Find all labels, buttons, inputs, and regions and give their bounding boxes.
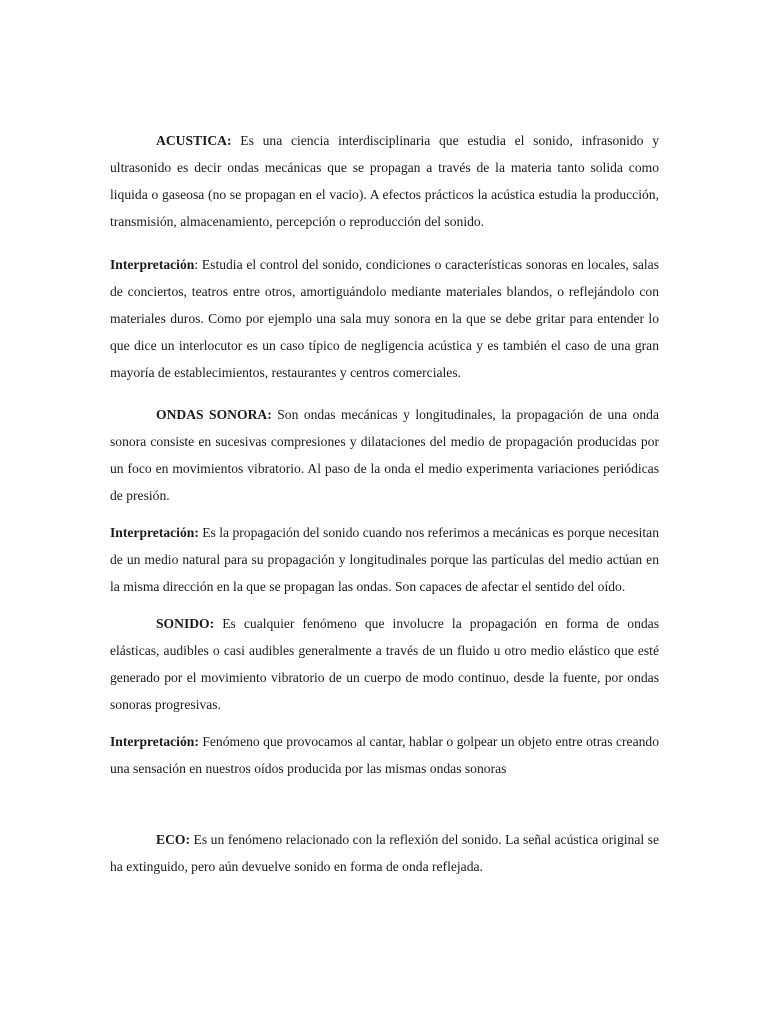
term-ondas-sonora: ONDAS SONORA: (156, 407, 272, 422)
term-interpretacion: Interpretación: (110, 734, 199, 749)
paragraph-sonido (110, 610, 659, 718)
document-page (110, 127, 659, 880)
text-interpretacion: Es la propagación del sonido cuando nos referimos a mecánicas es porque necesitan de un medio natural para su propagación y longitudinales porque las partículas del medio actúan en la misma dirección en la que se propagan las ondas. Son capaces de afectar el sentido del oído. (110, 525, 659, 594)
text-eco: Es un fenómeno relacionado con la reflexión del sonido. La señal acústica original se ha extinguido, pero aún devuelve sonido en forma de onda reflejada. (110, 832, 659, 874)
term-interpretacion: Interpretación (110, 257, 195, 272)
text-sonido: Es cualquier fenómeno que involucre la propagación en forma de ondas elásticas, audibles o casi audibles generalmente a través de un fluido u otro medio elástico que esté generado por el movimiento vibratorio de un cuerpo de modo continuo, desde la fuente, por ondas sonoras progresivas. (110, 616, 659, 712)
paragraph-interpretacion-ondas (110, 519, 659, 600)
paragraph-ondas-sonora (110, 401, 659, 509)
paragraph-acustica (110, 127, 659, 235)
term-acustica: ACUSTICA: (156, 133, 232, 148)
term-interpretacion: Interpretación: (110, 525, 199, 540)
term-eco: ECO: (156, 832, 190, 847)
paragraph-interpretacion-acustica (110, 251, 659, 386)
paragraph-eco (110, 826, 659, 880)
term-sonido: SONIDO: (156, 616, 215, 631)
text-interpretacion: : Estudia el control del sonido, condiciones o características sonoras en locales, salas de conciertos, teatros entre otros, amortiguándolo mediante materiales blandos, o reflejándolo con materiales duros. Como por ejemplo una sala muy sonora en la que se debe gritar para entender lo que dice un interlocutor es un caso típico de negligencia acústica y es también el caso de una gran mayoría de establecimientos, restaurantes y centros comerciales. (110, 257, 659, 380)
paragraph-interpretacion-sonido (110, 728, 659, 782)
text-acustica: Es una ciencia interdisciplinaria que estudia el sonido, infrasonido y ultrasonido es decir ondas mecánicas que se propagan a través de la materia tanto solida como liquida o gaseosa (no se propagan en el vacio). A efectos prácticos la acústica estudia la producción, transmisión, almacenamiento, percepción o reproducción del sonido. (110, 133, 659, 229)
text-interpretacion: Fenómeno que provocamos al cantar, hablar o golpear un objeto entre otras creando una sensación en nuestros oídos producida por las mismas ondas sonoras (110, 734, 659, 776)
text-ondas-sonora: Son ondas mecánicas y longitudinales, la propagación de una onda sonora consiste en sucesivas compresiones y dilataciones del medio de propagación producidas por un foco en movimientos vibratorio. Al paso de la onda el medio experimenta variaciones periódicas de presión. (110, 407, 659, 503)
